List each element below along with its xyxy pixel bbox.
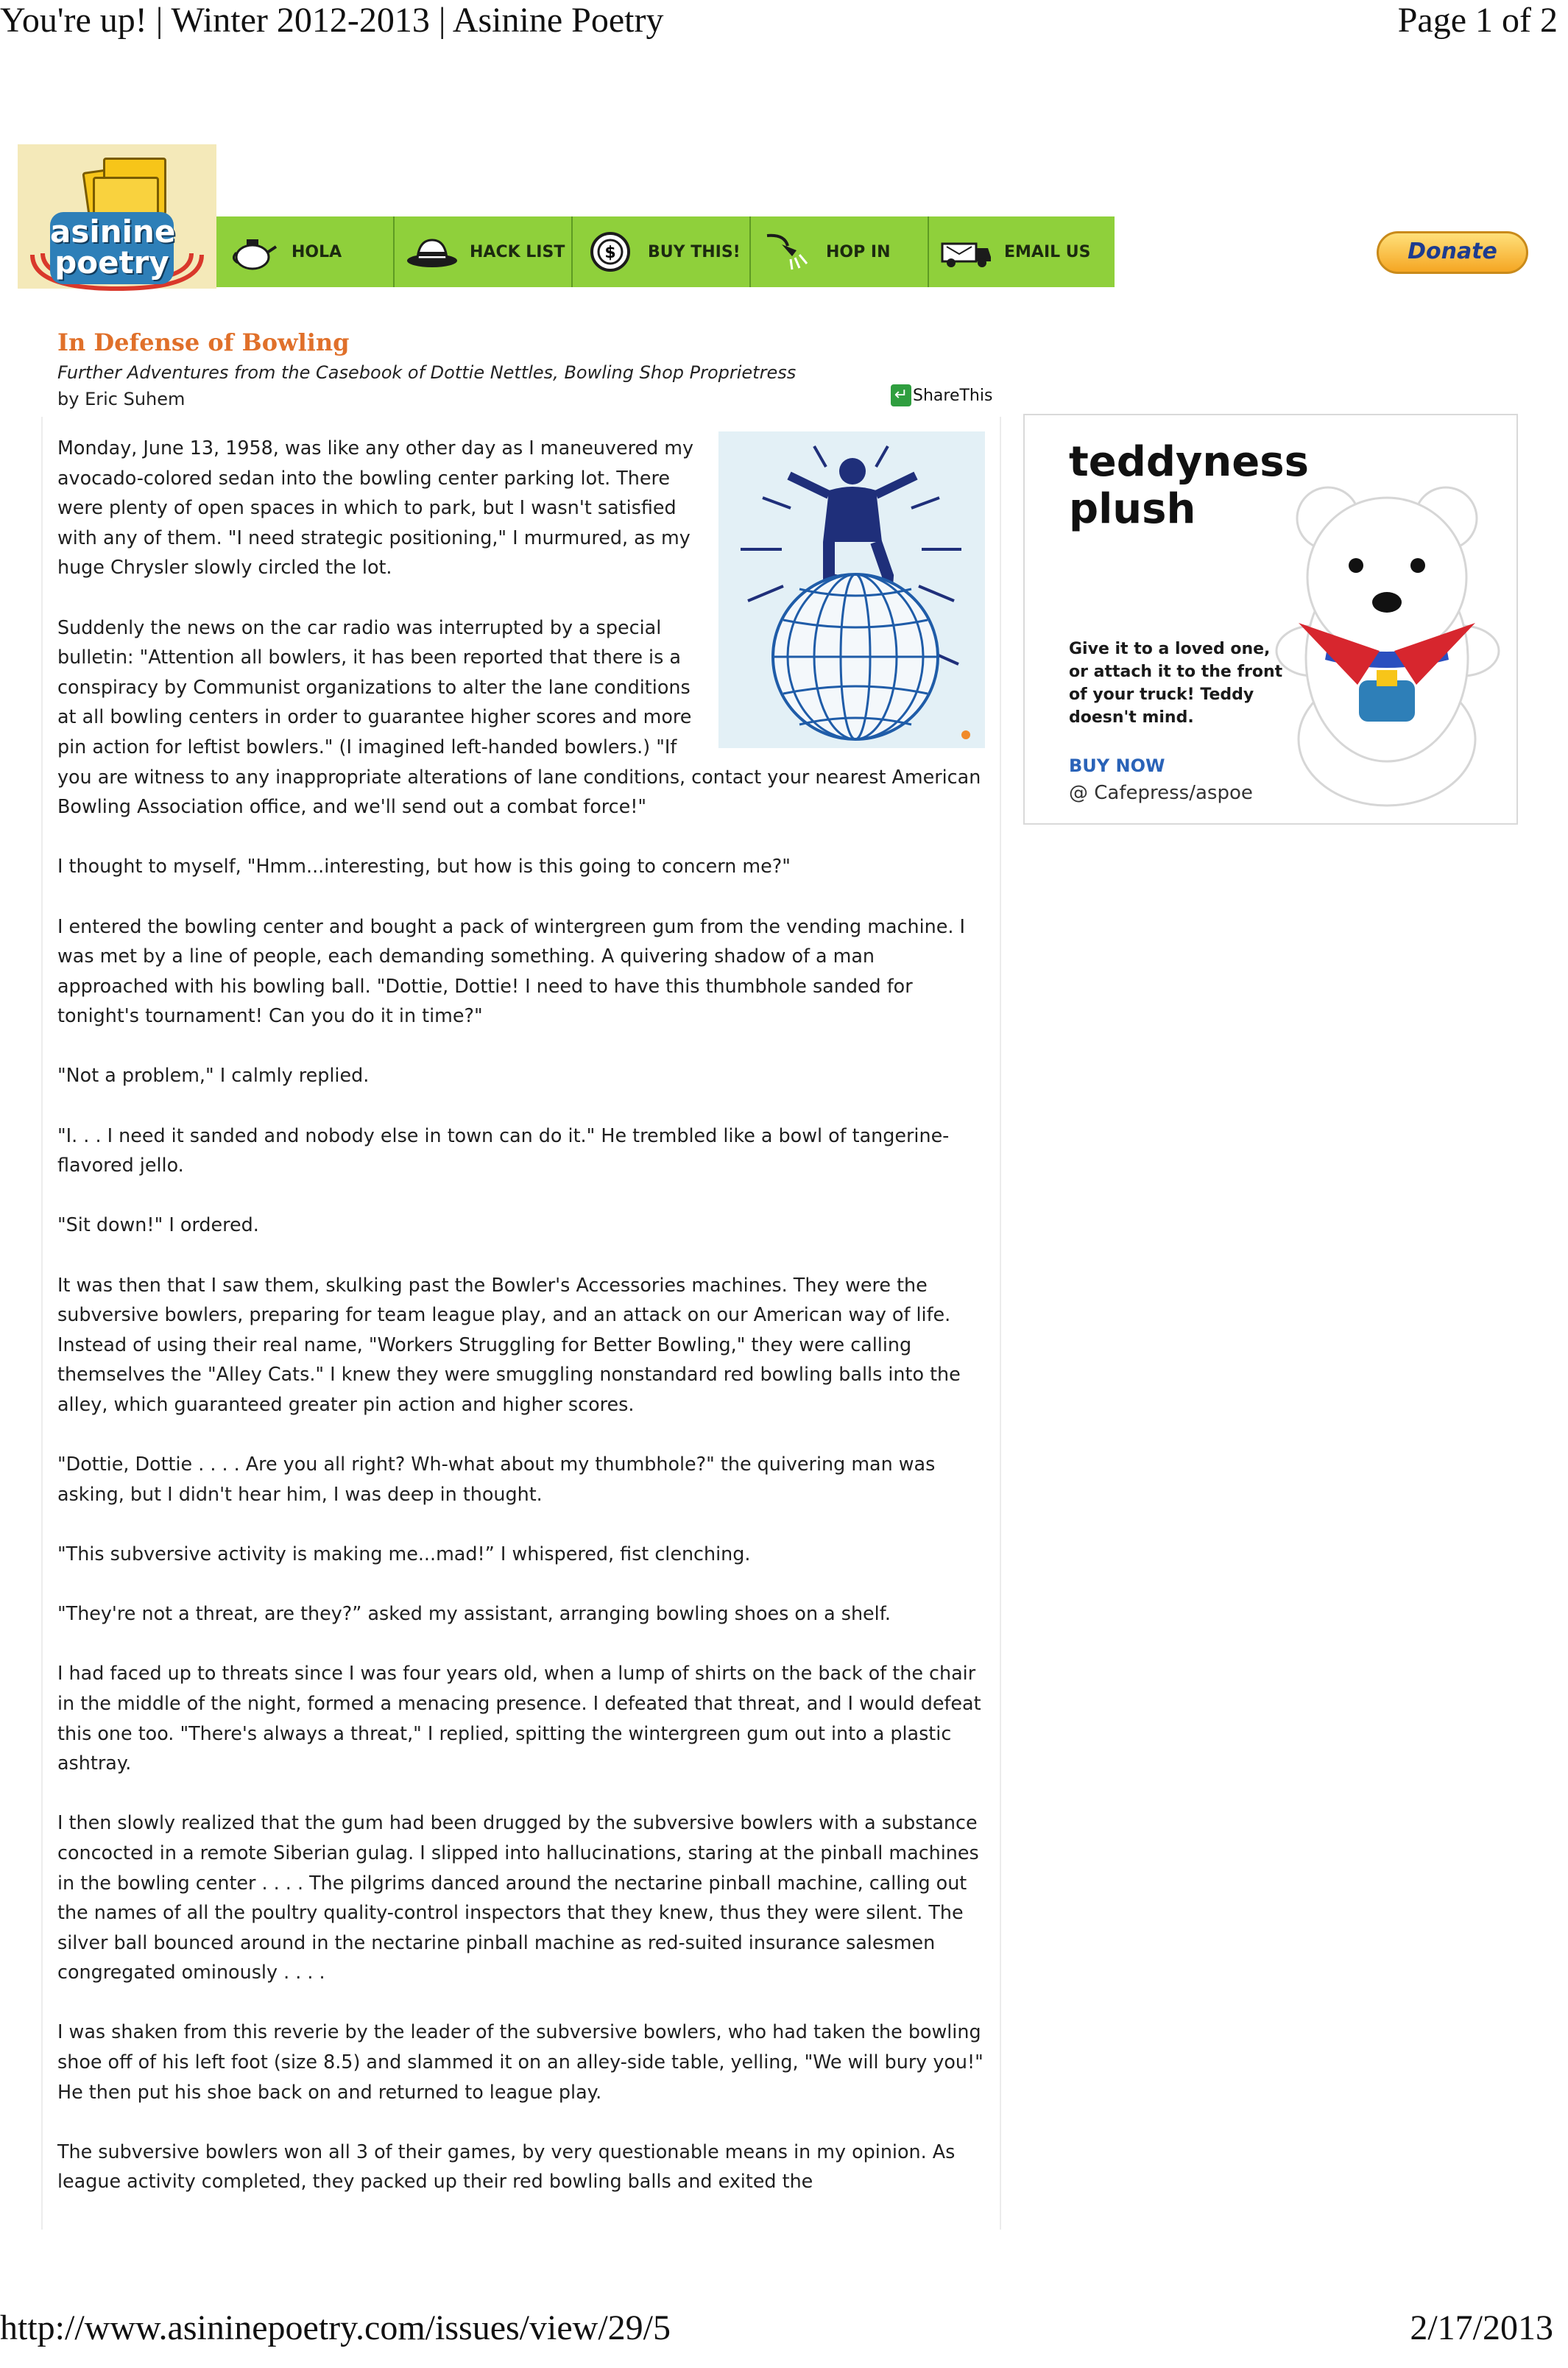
ad-title: teddyness plush — [1069, 438, 1309, 533]
nav-label: BUY THIS! — [648, 242, 741, 261]
teddy-ad[interactable] — [1023, 414, 1518, 825]
nav-item-hack-list[interactable] — [395, 216, 573, 287]
shower-icon — [761, 230, 816, 274]
print-page-number: Page 1 of 2 — [1397, 1, 1558, 40]
nav-item-email-us[interactable] — [929, 216, 1107, 287]
print-page-url: http://www.asininepoetry.com/issues/view/29/5 — [0, 2308, 671, 2347]
nav-label: EMAIL US — [1004, 242, 1091, 261]
print-header — [0, 0, 1568, 52]
article-paragraph: The subversive bowlers won all 3 of their games, by very questionable means in my opinion. As league activity completed, they packed up their red bowling balls and exited the — [57, 2140, 956, 2193]
teapot-icon — [227, 230, 281, 274]
print-page-title: You're up! | Winter 2012-2013 | Asinine Poetry — [0, 1, 664, 40]
nav-label: HACK LIST — [470, 242, 565, 261]
print-date: 2/17/2013 — [1410, 2308, 1553, 2347]
share-button[interactable] — [891, 384, 992, 406]
nav-label: HOP IN — [826, 242, 891, 261]
article-paragraph: "Not a problem," I calmly replied. — [57, 1064, 370, 1087]
article-subtitle: Further Adventures from the Casebook of Dottie Nettles, Bowling Shop Proprietress — [57, 362, 797, 383]
nav-item-hola[interactable] — [216, 216, 395, 287]
article-paragraph: I thought to myself, "Hmm...interesting, but how is this going to concern me?" — [57, 855, 791, 878]
article-paragraph: I had faced up to threats since I was four years old, when a lump of shirts on the back of the chair in the middle of the night, formed a menacing presence. I defeated that threat, and I would defeat this one too. "There's always a threat," I replied, spitting the wintergreen gum out into a plastic ashtray. — [57, 1662, 981, 1775]
nav-item-hop-in[interactable] — [751, 216, 929, 287]
coin-icon — [583, 230, 638, 274]
site-logo[interactable] — [18, 144, 216, 289]
article-paragraph: "Sit down!" I ordered. — [57, 1213, 259, 1236]
article-paragraph: "This subversive activity is making me...mad!” I whispered, fist clenching. — [57, 1542, 751, 1565]
article-paragraph: "They're not a threat, are they?” asked my assistant, arranging bowling shoes on a shelf. — [57, 1602, 891, 1625]
main-nav — [216, 216, 1115, 287]
article-body — [57, 433, 991, 2227]
nav-item-buy-this[interactable] — [573, 216, 751, 287]
buy-now-link[interactable]: BUY NOW — [1069, 755, 1165, 776]
article-paragraph: Suddenly the news on the car radio was interrupted by a special bulletin: "Attention all bowlers, it has been reported that there is a conspiracy by Communist organizations to alter the lane conditions at all bowling centers in order to guarantee higher scores and more pin action for leftist bowlers." (I imagined left-handed bowlers.) "If you are witness to any inappropriate alterations of lane conditions, contact your nearest American Bowling Association office, and we'll send out a combat force!" — [57, 616, 981, 818]
teddy-bear-image — [1269, 467, 1505, 813]
article-paragraph: I was shaken from this reverie by the leader of the subversive bowlers, who had taken the bowling shoe off of his left foot (size 8.5) and slammed it on an alley-side table, yelling, "We will bury you!" He then put his shoe back on and returned to league play. — [57, 2020, 983, 2103]
nav-label: HOLA — [292, 242, 342, 261]
article-title: In Defense of Bowling — [57, 328, 350, 356]
ad-source: @ Cafepress/aspoe — [1069, 782, 1253, 804]
logo-wordmark: asinine poetry — [50, 212, 174, 284]
article-paragraph: It was then that I saw them, skulking past the Bowler's Accessories machines. They were the subversive bowlers, preparing for team league play, and an attack on our American way of life. Instead of using their real name, "Workers Struggling for Better Bowling," they were calling themselves the "Alley Cats." I knew they were smuggling nonstandard red bowling balls into the alley, which guaranteed greater pin action and higher scores. — [57, 1273, 961, 1415]
article-paragraph: Monday, June 13, 1958, was like any other day as I maneuvered my avocado-colored sedan into the bowling center parking lot. There were plenty of open spaces in which to park, but I wasn't satisfied with any of them. "I need strategic positioning," I murmured, as my huge Chrysler slowly circled the lot. — [57, 437, 694, 579]
donate-button[interactable]: Donate — [1377, 231, 1528, 274]
hat-icon — [405, 230, 459, 274]
article-paragraph: "Dottie, Dottie . . . . Are you all right? Wh-what about my thumbhole?" the quivering man was asking, but I didn't hear him, I was deep in thought. — [57, 1453, 936, 1505]
article-paragraph: "I. . . I need it sanded and nobody else in town can do it." He trembled like a bowl of tangerine-flavored jello. — [57, 1124, 950, 1177]
article-byline: by Eric Suhem — [57, 389, 186, 409]
share-icon: ↵ — [891, 384, 911, 406]
svg-text:$: $ — [604, 244, 616, 262]
print-footer — [0, 2308, 1568, 2359]
article-paragraph: I entered the bowling center and bought a pack of wintergreen gum from the vending machine. I was met by a line of people, each demanding something. A quivering shadow of a man approached with his bowling ball. "Dottie, Dottie! I need to have this thumbhole sanded for tonight's tournament! Can you do it in time?" — [57, 915, 965, 1027]
mail-truck-icon — [939, 230, 994, 274]
share-label: ShareThis — [913, 386, 993, 405]
article-paragraph: I then slowly realized that the gum had been drugged by the subversive bowlers with a substance concocted in a remote Siberian gulag. I slipped into hallucinations, staring at the pinball machines in the bowling center . . . . The pilgrims danced around the nectarine pinball machine, calling out the names of all the poultry quality-control inspectors that they knew, thus they were silent. The silver ball bounced around in the nectarine pinball machine as red-suited insurance salesmen congregated ominously . . . . — [57, 1811, 979, 1984]
illustration-spacer — [713, 433, 991, 751]
ad-text: Give it to a loved one, or attach it to the front of your truck! Teddy doesn't mind. — [1069, 640, 1283, 727]
